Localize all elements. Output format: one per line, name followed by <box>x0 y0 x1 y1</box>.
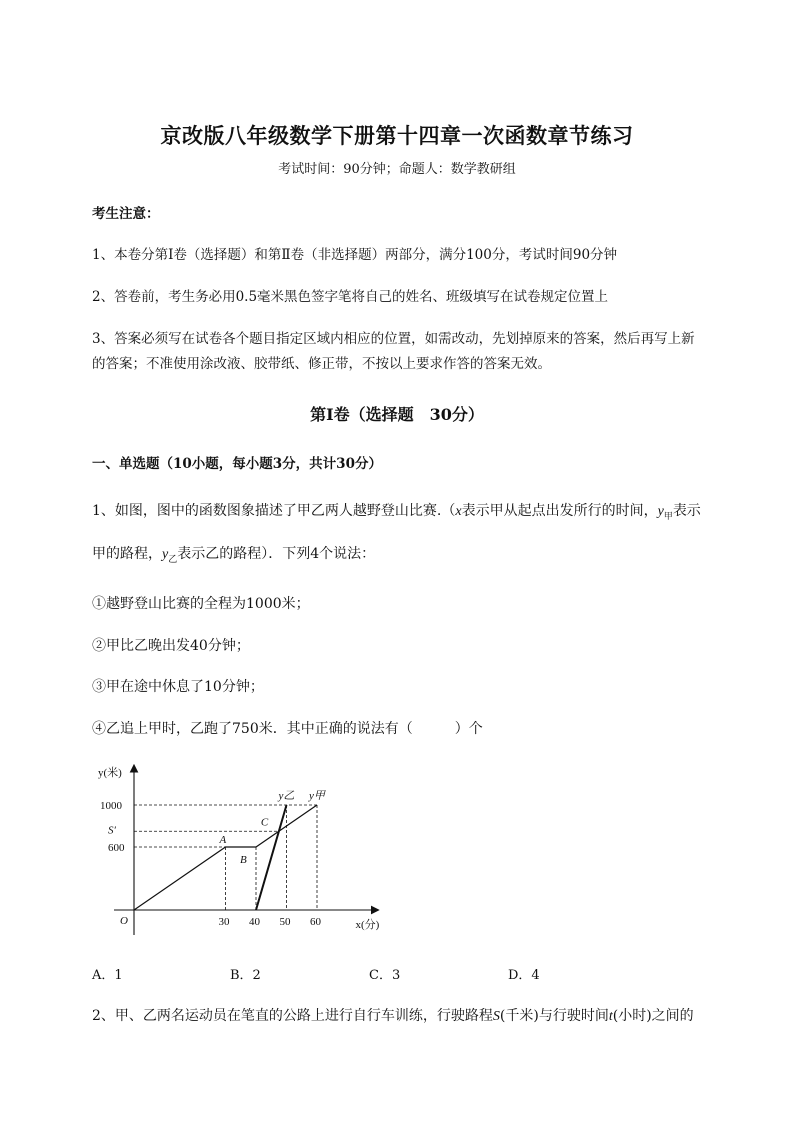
q1-text-c: 表示 <box>672 503 701 519</box>
q1-var-y-jia: y <box>657 504 664 519</box>
x-axis-label: x(分) <box>355 919 380 931</box>
x-tick-50: 50 <box>279 916 291 928</box>
q1-sub-yi: 乙 <box>168 554 178 565</box>
point-label-c: C <box>260 816 269 829</box>
q2-text-c: (小时)之间的 <box>612 1008 694 1024</box>
series-label-y-yi: y乙 <box>278 790 295 802</box>
q1-line-1 <box>92 500 701 522</box>
q1-function-graph <box>92 758 392 938</box>
series-label-y-jia: y甲 <box>309 790 325 802</box>
section-title: 第I卷（选择题 30分） <box>310 405 484 424</box>
q1-option-a: A．1 <box>92 968 123 983</box>
q1-text-d: 甲的路程， <box>92 546 162 562</box>
q1-statement-4: ④乙追上甲时，乙跑了750米．其中正确的说法有（ ）个 <box>92 721 483 737</box>
q2-text-a: 2、甲、乙两名运动员在笔直的公路上进行自行车训练，行驶路程 <box>92 1008 493 1024</box>
q1-sub-jia: 甲 <box>663 511 673 522</box>
x-tick-40: 40 <box>249 916 260 928</box>
part-title: 一、单选题（10小题，每小题3分，共计30分） <box>92 456 382 472</box>
q2-var-s: S <box>492 1009 500 1024</box>
q1-text-a: 1、如图，图中的函数图象描述了甲乙两人越野登山比赛.（ <box>92 503 456 519</box>
q1-var-y-yi: y <box>162 547 169 562</box>
notice-item-1: 1、本卷分第I卷（选择题）和第Ⅱ卷（非选择题）两部分，满分100分，考试时间90分钟 <box>92 247 618 263</box>
notice-item-3: 3、答案必须写在试卷各个题目指定区域内相应的位置，如需改动，先划掉原来的答案，然后再写上新 <box>92 331 695 347</box>
x-tick-60: 60 <box>310 916 321 928</box>
y-tick-600: 600 <box>108 842 125 854</box>
exam-subtitle: 考试时间：90分钟；命题人：数学教研组 <box>278 162 516 177</box>
notice-heading: 考生注意： <box>92 206 160 222</box>
q2-var-t: t <box>608 1009 613 1024</box>
exam-title: 京改版八年级数学下册第十四章一次函数章节练习 <box>160 123 634 148</box>
x-tick-30: 30 <box>218 916 230 928</box>
origin-label: O <box>120 915 128 927</box>
y-tick-1000: 1000 <box>100 800 122 812</box>
q1-text-b: 表示甲从起点出发所行的时间， <box>461 503 658 519</box>
notice-item-3-cont: 的答案；不准使用涂改液、胶带纸、修正带，不按以上要求作答的答案无效。 <box>92 356 551 372</box>
notice-item-2: 2、答卷前，考生务必用0.5毫米黑色签字笔将自己的姓名、班级填写在试卷规定位置上 <box>92 289 609 305</box>
q1-option-b: B．2 <box>230 968 261 983</box>
q1-statement-2: ②甲比乙晚出发40分钟； <box>92 638 250 654</box>
q1-text-e: 表示乙的路程）．下列4个说法： <box>177 546 376 562</box>
q2-line-1 <box>92 1005 694 1025</box>
point-label-a: A <box>219 834 227 846</box>
y-axis-label: y(米) <box>98 767 122 779</box>
q1-var-x: x <box>455 504 462 519</box>
q1-statement-3: ③甲在途中休息了10分钟； <box>92 679 264 695</box>
q1-statement-1: ①越野登山比赛的全程为1000米； <box>92 596 310 612</box>
q2-text-b: (千米)与行驶时间 <box>499 1008 609 1024</box>
q1-line-2 <box>92 543 375 565</box>
q1-option-d: D．4 <box>508 968 540 983</box>
point-label-b: B <box>240 854 247 866</box>
q1-option-c: C．3 <box>369 968 401 983</box>
y-tick-s-prime: S′ <box>108 824 116 837</box>
